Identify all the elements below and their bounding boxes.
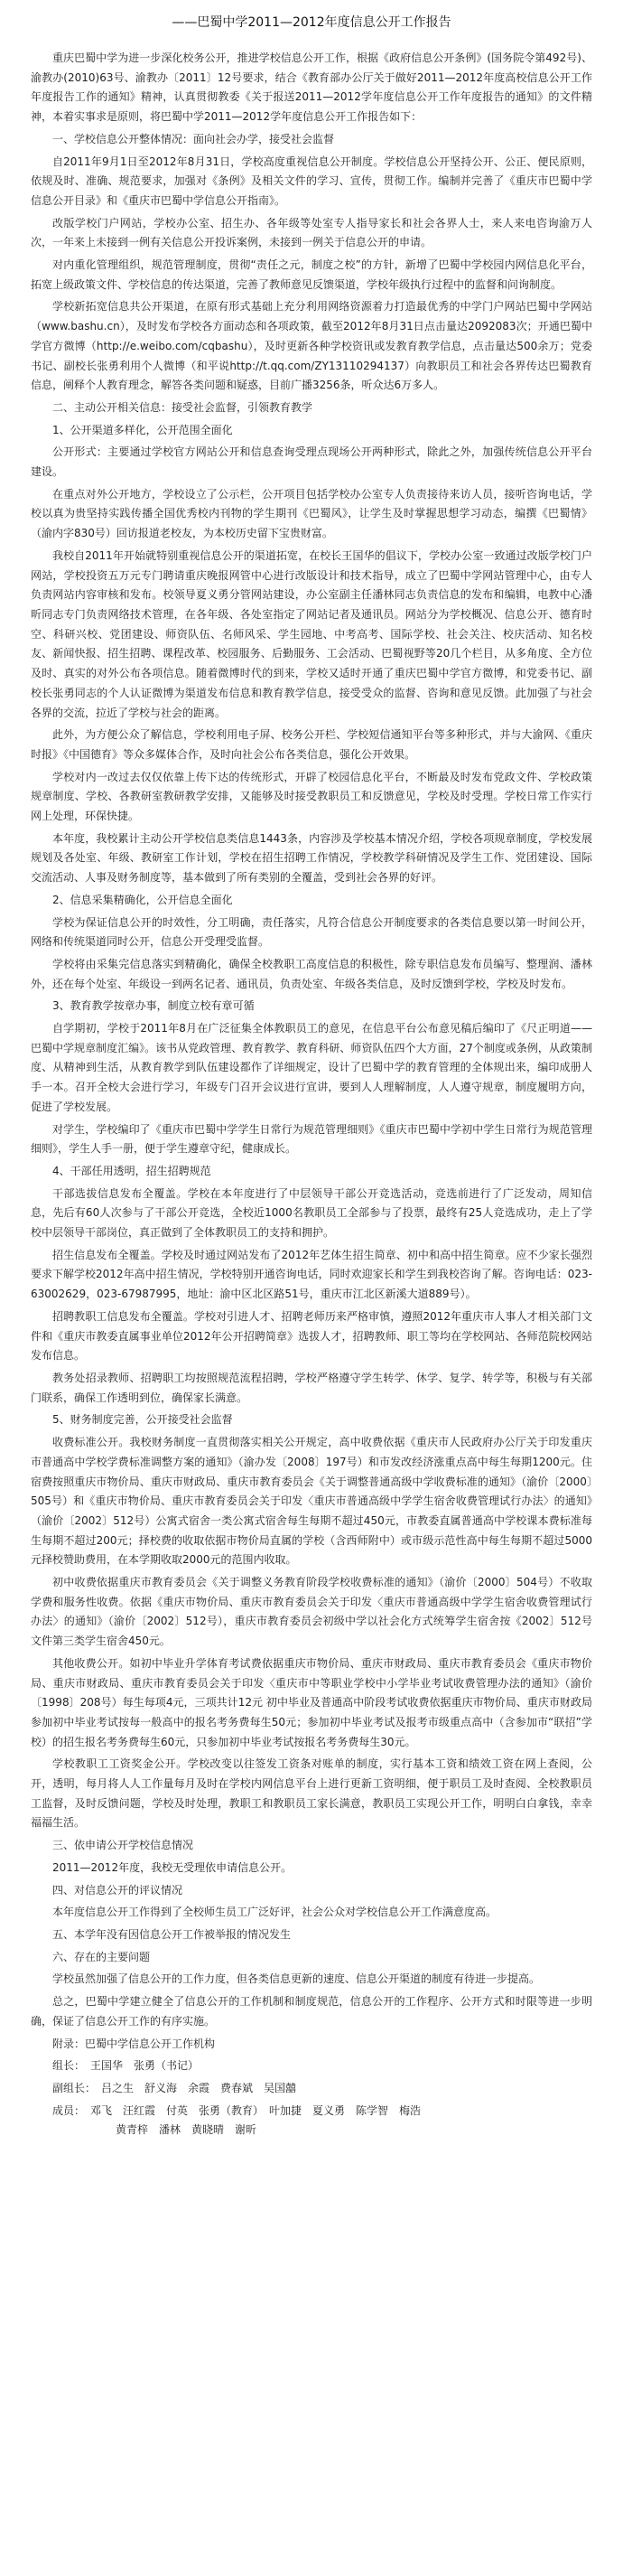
section-heading: 一、学校信息公开整体情况：面向社会办学，接受社会监督: [52, 132, 335, 145]
body-paragraph: 本年度，我校累计主动公开学校信息类信息1443条，内容涉及学校基本情况介绍，学校各项规章制度，学校发展规划及各处室、年级、教研室工作计划，学校在招生招聘工作情况，学校教学科研情况及学生工作、党团建设、国际交流活动、人事及财务制度等，基本做到了所有类别的全覆盖，受到社会各界的好评。: [31, 831, 592, 885]
section-heading: 1、公开渠道多样化，公开范围全面化: [52, 423, 233, 436]
body-paragraph: 学校为保证信息公开的时效性，分工明确，责任落实，凡符合信息公开制度要求的各类信息要以第一时间公开，网络和传统渠道同时公开，信息公开受理受监督。: [31, 915, 592, 949]
roster-row: [31, 2102, 592, 2140]
working-group-roster: [31, 2056, 592, 2140]
roster-role: 成员：: [52, 2103, 86, 2117]
body-paragraph: 学校将由采集完信息落实到精确化，确保全校教职工高度信息的积极性，除专职信息发布员编写、整理润、潘林外，还在每个处室、年级设一到两名记者、通讯员，负责处室、年级各类信息，及时反馈到学校，学校及时发布。: [31, 957, 592, 990]
section-heading: 附录：巴蜀中学信息公开工作机构: [52, 2037, 216, 2050]
roster-names: 邓飞 汪红霞 付英 张勇（教育） 叶加捷 夏义勇 陈学智 梅浩: [90, 2103, 422, 2117]
roster-names: 王国华 张勇（书记）: [90, 2059, 200, 2073]
body-paragraph: 收费标准公开。我校财务制度一直贯彻落实相关公开规定，高中收费依据《重庆市人民政府办公厅关于印发重庆市普通高中学校学费标准调整方案的通知》（渝办发〔2008〕197号）和市发改经济涨重点高中每生每期1200元。住宿费按照重庆市物价局、重庆市财政局、重庆市教育委员会《关于调整普通高级中学收费标准的通知》（渝价〔2000〕505号）和《重庆市物价局、重庆市教育委员会关于印发〈重庆市普通高级中学学生宿舍收费管理试行办法〉的通知》（渝价〔2002〕512号）公寓式宿舍一类公寓式宿舍每生每期不超过450元，市教委直属普通高中学校课本费标准每生每期不超过200元；择校费的收取依据市物价局直属的学校（含西师附中）或市级示范性高中每生每期不超过5000元择校赞助费用，在本学期收取2000元的范围内收取。: [31, 1436, 592, 1567]
section-heading: 3、教育教学按章办事，制度立校有章可循: [52, 999, 255, 1013]
body-paragraph: 学校教职工工资奖金公开。学校改变以往签发工资条对账单的制度，实行基本工资和绩效工资在网上查阅，公开，透明，每月将人人工作量每月及时在学校内网信息平台上进行更新工资明细，便于职员工及时查阅、全校教职员工监督，及时反馈问题，学校及时处理，教职工和教职员工家长满意，教职员工实现公开工作，明明白白拿钱，幸幸福福生活。: [31, 1757, 592, 1830]
body-paragraph: 干部选拔信息发布全覆盖。学校在本年度进行了中层领导干部公开竞选活动，竞选前进行了广泛发动，周知信息，先后有60人次参与了干部公开竞选，全校近1000名教职员工全部参与了投票，最终有25人竞选成功，走上了学校中层领导干部岗位，真正做到了全体教职员工的支持和拥护。: [31, 1186, 592, 1240]
body-paragraph: 其他收费公开。如初中毕业升学体育考试费依据重庆市物价局、重庆市财政局、重庆市教育委员会《重庆市物价局、重庆市财政局、重庆市教育委员会关于印发〈重庆市中等职业学校中小学毕业考试收费管理办法的通知》（渝价〔1998〕208号）每生每项4元，三项共计12元 初中毕业及普通高中阶段考试收费依据重庆市物价局、重庆市财政局参加初中毕业考试按每一般高中的报名考务费每生50元；参加初中毕业考试及报考市级重点高中（含参加市“联招”学校）的招生报名考务费每生60元，只参加初中毕业考试按报名考务费每生30元。: [31, 1656, 592, 1748]
body-paragraph: 在重点对外公开地方，学校设立了公示栏，公开项目包括学校办公室专人负责接待来访人员，接听咨询电话，学校以真为贵坚持实践传播全国优秀校内刊物的学生期刊《巴蜀风》，让学生及时掌握思想学习动态，编撰《巴蜀情》（渝内字830号）回访报道老校友，为本校历史留下宝贵财富。: [31, 487, 592, 540]
body-paragraph: 自2011年9月1日至2012年8月31日，学校高度重视信息公开制度。学校信息公开坚持公开、公正、便民原则，依规及时、准确、规范要求，加强对《条例》及相关文件的学习、宣传，贯彻工作。编制并完善了《重庆市巴蜀中学信息公开目录》和《重庆市巴蜀中学信息公开指南》。: [31, 155, 592, 207]
body-paragraph: 学校新拓宽信息共公开渠道，在原有形式基础上充分利用网络资源着力打造最优秀的中学门户网站巴蜀中学网站（www.bashu.cn），及时发布学校各方面动态和各项政策，截至2012年8月31日点击量达2092083次；开通巴蜀中学官方微博（http://e.weibo.com/cqbashu），及时更新各种学校资讯或发教育教学信息，点击量达500余万；党委书记、副校长张勇利用个人微博（和平说http://t.qq.com/ZY13110294137）向教职员工和社会各界传达巴蜀教育信息，阐释个人教育理念，解答各类问题和疑惑，目前广播3256条，听众达6万多人。: [31, 300, 592, 392]
section-heading: 二、主动公开相关信息：接受社会监督，引领教育教学: [52, 400, 313, 414]
roster-role: 副组长：: [52, 2081, 97, 2094]
report-title: ——巴蜀中学2011—2012年度信息公开工作报告: [172, 15, 451, 30]
body-paragraph: 总之，巴蜀中学建立健全了信息公开的工作机制和制度规范，信息公开的工作程序、公开方式和时限等进一步明确，保证了信息公开工作的有序实施。: [31, 1995, 592, 2028]
body-paragraph: 教务处招录教师、招聘职工均按照规范流程招聘，学校严格遵守学生转学、休学、复学、转学等，积极与有关部门联系，确保工作透明到位，确保家长满意。: [31, 1372, 592, 1404]
report-body: [31, 49, 592, 2054]
section-heading: 三、依申请公开学校信息情况: [52, 1839, 194, 1852]
roster-names: 吕之生 舒义海 余霞 费春斌 吴国囍: [101, 2081, 297, 2094]
section-heading: 4、干部任用透明，招生招聘规范: [52, 1164, 211, 1177]
body-paragraph: 对学生，学校编印了《重庆市巴蜀中学学生日常行为规范管理细则》《重庆市巴蜀中学初中学生日常行为规范管理细则》，学生人手一册，便于学生遵章守纪，健康成长。: [31, 1122, 592, 1156]
body-paragraph: 本年度信息公开工作得到了全校师生员工广泛好评，社会公众对学校信息公开工作满意度高。: [52, 1906, 497, 1919]
body-paragraph: 对内重化管理组织，规范管理制度，贯彻“责任之元，制度之校”的方针，新增了巴蜀中学校园内网信息化平台，拓宽上级政策文件、学校信息的传达渠道，完善了教师意见反馈渠道，学校年级执行过程中的监督和问询制度。: [31, 258, 592, 291]
roster-names-continued: 黄青梓 潘林 黄晓晴 谢昕: [116, 2123, 257, 2137]
section-heading: 2、信息采集精确化，公开信息全面化: [52, 893, 233, 906]
body-paragraph: 招生信息发布全覆盖。学校及时通过网站发布了2012年艺体生招生简章、初中和高中招生简章。应不少家长强烈要求下解学校2012年高中招生情况，学校特别开通咨询电话，同时欢迎家长和学生到我校咨询了解。咨询电话：023-63002629，023-67987995，地址：渝中区北区路51号，重庆市江北区新溪大道889号）。: [31, 1248, 592, 1301]
body-paragraph: 此外，为方便公众了解信息，学校利用电子屏、校务公开栏、学校短信通知平台等多种形式，并与大渝网、《重庆时报》《中国德育》等众多媒体合作，及时向社会公布各类信息，强化公开效果。: [31, 728, 592, 761]
body-paragraph: 招聘教职工信息发布全覆盖。学校对引进人才、招聘老师历来严格审慎，遵照2012年重庆市人事人才相关部门文件和《重庆市教委直属事业单位2012年公开招聘简章》选拔人才，招聘教师、职工等均在学校网站、各师范院校网站发布信息。: [31, 1309, 592, 1363]
roster-row: [31, 2056, 592, 2076]
roster-row: [31, 2079, 592, 2099]
section-heading: 五、本学年没有因信息公开工作被举报的情况发生: [52, 1927, 292, 1941]
body-paragraph: 重庆巴蜀中学为进一步深化校务公开，推进学校信息公开工作，根据《政府信息公开条例》(国务院令第492号)、渝教办(2010)63号、渝教办〔2011〕12号要求，结合《教育部办公厅关于做好2011—2012年度高校信息公开工作年度报告工作的通知》精神，认真贯彻教委《关于报送2011—2012学年度信息公开工作年度报告的通知》的文件精神，本着实事求是原则，将巴蜀中学2011—2012学年度信息公开工作报告如下：: [31, 52, 592, 124]
body-paragraph: 改版学校门户网站，学校办公室、招生办、各年级等处室专人指导家长和社会各界人士，来人来电咨询渝万人次，一年来上未接到一例有关信息公开投诉案例，未接到一例关于信息公开的申请。: [31, 216, 592, 249]
section-heading: 六、存在的主要问题: [52, 1950, 151, 1963]
body-paragraph: 自学期初，学校于2011年8月在广泛征集全体教职员工的意见，在信息平台公布意见稿后编印了《尺正明道——巴蜀中学规章制度汇编》。该书从党政管理、教育教学、教育科研、师资队伍四个大方面，27个制度或条例，从政策制度、从精神到生活，从教育教学到队伍建设都作了详细规定，设计了巴蜀中学的教育管理的全体规出来，编印成册人手一本。召开全校大会进行学习，年级专门召开会议进行宣讲，要到人人理解制度，人人遵守规章，制度履明方向，促进了学校发展。: [31, 1022, 592, 1113]
body-paragraph: 2011—2012年度，我校无受理依申请信息公开。: [52, 1860, 293, 1874]
section-heading: 5、财务制度完善，公开接受社会监督: [52, 1413, 233, 1427]
body-paragraph: 学校虽然加强了信息公开的工作力度，但各类信息更新的速度、信息公开渠道的制度有待进一步提高。: [52, 1972, 541, 1986]
roster-role: 组长：: [52, 2059, 86, 2073]
body-paragraph: 学校对内一改过去仅仅依靠上传下达的传统形式，开辟了校园信息化平台，不断最及时发布党政文件、学校政策规章制度、学校、各教研室教研教学安排，又能够及时接受教职员工和反馈意见，学校及时受理。学校日常工作实行网上处理，环保快捷。: [31, 770, 592, 823]
body-paragraph: 我校自2011年开始就特别重视信息公开的渠道拓宽，在校长王国华的倡议下，学校办公室一致通过改版学校门户网站，学校投资五万元专门聘请重庆晚报网管中心进行改版设计和技术指导，成立了巴蜀中学网站管理中心，由专人负责网站内容审核和发布。校领导夏义勇分管网站建设，办公室副主任潘林同志负责信息的发布和编辑，电教中心潘昕同志专门负责网络技术管理，在各年级、各处室指定了网站记者及通讯员。网站分为学校概况、信息公开、德育时空、科研兴校、党团建设、师资队伍、名师风采、学生园地、中考高考、国际学校、社会关注、校庆活动、知名校友、新闻快报、招生招聘、课程改革、校园服务、后勤服务、工会活动、巴蜀视野等20几个栏目，从多角度、全方位及时、真实的对外公布各项信息。随着微博时代的到来，学校又适时开通了重庆巴蜀中学官方微博，和党委书记、副校长张勇同志的个人认证微博为渠道发布信息和教育教学信息，接受受众的监督、咨询和意见反馈。此加强了与社会各界的交流，拉近了学校与社会的距离。: [31, 548, 592, 719]
body-paragraph: 公开形式：主要通过学校官方网站公开和信息查询受理点现场公开两种形式，除此之外，加强传统信息公开平台建设。: [31, 445, 592, 479]
section-heading: 四、对信息公开的评议情况: [52, 1883, 183, 1897]
body-paragraph: 初中收费依据重庆市教育委员会《关于调整义务教育阶段学校收费标准的通知》（渝价〔2000〕504号）不收取学费和服务性收费。依据《重庆市物价局、重庆市教育委员会关于印发〈重庆市普通高级中学学生宿舍收费管理试行办法〉的通知》（渝价〔2002〕512号），重庆市教育委员会初级中学以社会化方式统筹学生宿舍按《2002〕512号文件第三类学生宿舍450元。: [31, 1576, 592, 1648]
